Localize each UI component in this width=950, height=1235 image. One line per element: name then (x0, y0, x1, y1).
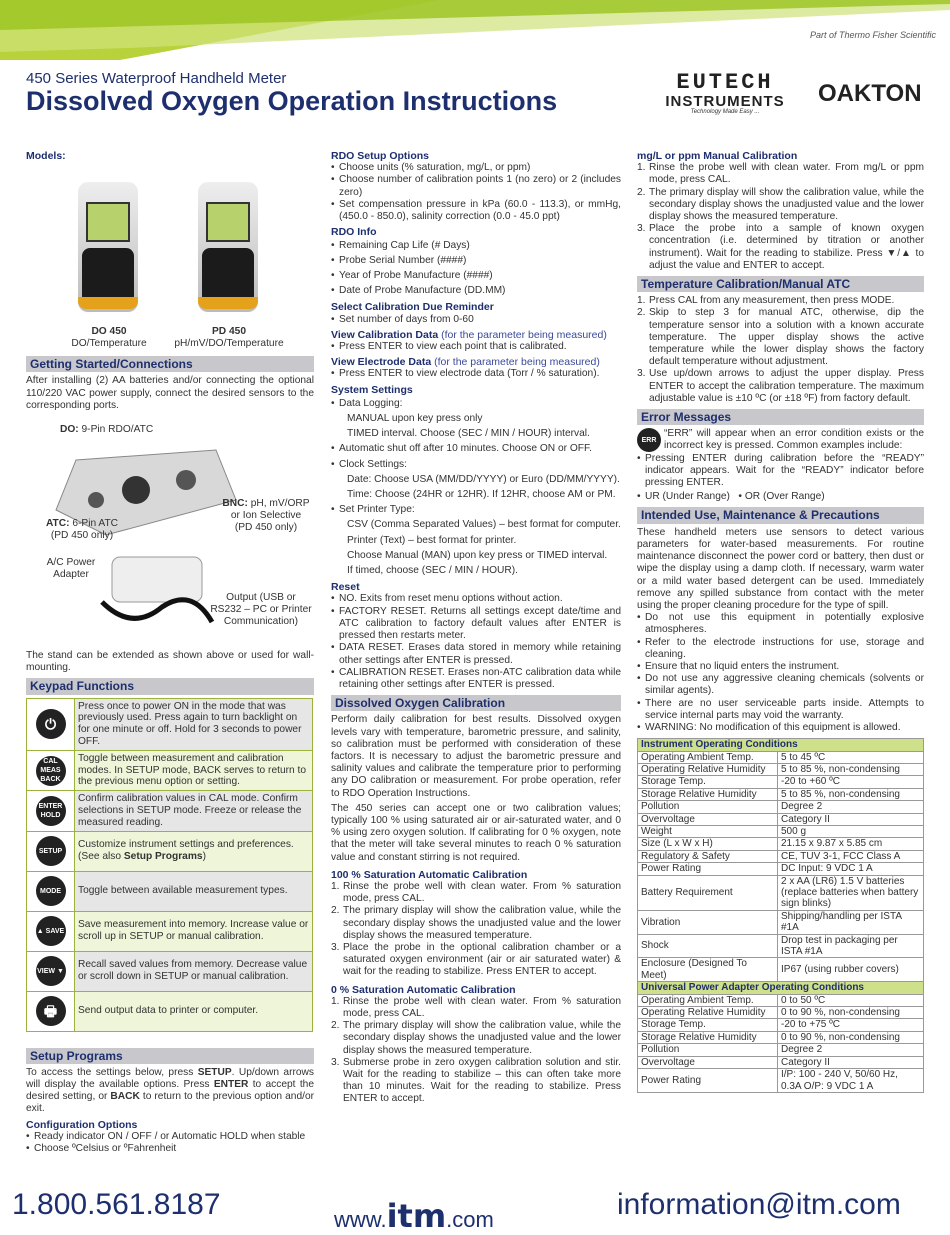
table-row (638, 1044, 924, 1056)
error-list (637, 453, 924, 504)
list-item: • Date of Probe Manufacture (DD.MM) (331, 283, 621, 298)
table-row (638, 1019, 924, 1031)
footer-email[interactable]: information@itm.com (617, 1188, 901, 1221)
view-cal-heading: View Calibration Data (for the parameter being measured) (331, 328, 607, 341)
model2-name: PD 450 (212, 326, 246, 338)
keypad-desc: Save measurement into memory. Increase value or scroll up in SETUP or manual calibration. (75, 911, 313, 951)
table-header: Instrument Operating Conditions (638, 739, 924, 751)
table-row (638, 863, 924, 875)
table-row (638, 788, 924, 800)
list-item: • Automatic shut off after 10 minutes. Choose ON or OFF. (331, 441, 621, 456)
table-row (638, 958, 924, 982)
view-electrode-list (331, 368, 621, 380)
spec-name: Regulatory & Safety (638, 850, 778, 862)
spec-name: Operating Relative Humidity (638, 763, 778, 775)
list-item: • UR (Under Range) • OR (Over Range) (637, 491, 924, 503)
getting-started-text: After installing (2) AA batteries and/or connecting the optional 110/220 VAC power supply, connect the desired sensors to the corresponding ports. (26, 375, 314, 411)
system-list (331, 396, 621, 578)
cal-meas-back-icon: CAL MEAS BACK (36, 756, 66, 786)
table-row (638, 994, 924, 1006)
spec-name: Operating Relative Humidity (638, 1007, 778, 1019)
parent-company-note: Part of Thermo Fisher Scientific (809, 30, 936, 40)
table-row (638, 934, 924, 958)
list-item: • Choose units (% saturation, mg/L, or ppm) (331, 162, 621, 174)
spec-name: Storage Temp. (638, 776, 778, 788)
table-row (638, 850, 924, 862)
rdo-setup-heading: RDO Setup Options (331, 150, 429, 162)
header-decoration (0, 0, 950, 60)
list-item: • Set number of days from 0-60 (331, 314, 621, 326)
spec-name: Power Rating (638, 863, 778, 875)
do-port-label: DO: 9-Pin RDO/ATC (60, 424, 154, 436)
intended-use-list (637, 612, 924, 734)
list-item: • Set Printer Type: CSV (Comma Separated Values) – best format for computer. Printer (Text) – best format for printer. Choose Manual (MAN) upon key press or TIMED interval. If timed, choose (SEC / MIN / HOUR). (331, 502, 621, 578)
meter-pd450-image (198, 182, 258, 312)
do-calibration-heading: Dissolved Oxygen Calibration (331, 695, 621, 711)
mgl-heading: mg/L or ppm Manual Calibration (637, 150, 798, 162)
list-item: • Choose ºCelsius or ºFahrenheit (26, 1143, 314, 1155)
adapter-cables-image (92, 552, 222, 632)
keypad-row (27, 750, 313, 790)
list-item: • Set compensation pressure in kPa (60.0 - 113.3), or mmHg, (450.0 - 850.0), salinity correction (0.0 - 45.0 ppt) (331, 199, 621, 223)
oakton-logo: OAKTON (818, 80, 922, 107)
connections-figure (26, 412, 314, 650)
page-subtitle: 450 Series Waterproof Handheld Meter (26, 70, 287, 87)
keypad-table (26, 698, 313, 1032)
list-item: 2. The primary display will show the calibration value, while the secondary display shows the unadjusted value and the lower display shows the measured temperature. (331, 1020, 621, 1056)
spec-value: Degree 2 (778, 801, 924, 813)
intended-use-text: These handheld meters use sensors to detect various parameters for water-based measurements. For routine maintenance disconnect the power cord or battery, then dust or wipe the display using a damp cloth. If necessary, warm water or a mild water based detergent can be used. Immediately remove any spilled substance from contact with the meter using the proper cleaning procedure for the type of spill. (637, 526, 924, 611)
sat100-list (331, 881, 621, 979)
config-heading: Configuration Options (26, 1118, 138, 1131)
keypad-desc: Recall saved values from memory. Decrease value or scroll down in SETUP or manual calibration. (75, 951, 313, 991)
table-row (638, 838, 924, 850)
table-row (638, 1069, 924, 1093)
power-icon: ⏻ (36, 709, 66, 739)
table-row (638, 763, 924, 775)
do-calibration-p2: The 450 series can accept one or two calibration values; typically 100 % using saturated air or air-saturated water, and 0 % using zero oxygen solution. If calibrating for 0 % oxygen, note that the meter will take several minutes to reach 0 % saturation value and constant stirring is not required. (331, 802, 621, 863)
column-1 (26, 150, 314, 1155)
reset-list (331, 593, 621, 691)
cal-due-list (331, 314, 621, 326)
model1-desc: DO/Temperature (71, 338, 147, 350)
sat100-heading: 100 % Saturation Automatic Calibration (331, 868, 528, 881)
list-item: • WARNING: No modification of this equipment is allowed. (637, 722, 924, 734)
rdo-info-list (331, 238, 621, 298)
spec-name: Shock (638, 934, 778, 958)
view-cal-list (331, 341, 621, 353)
models-label: Models: (26, 150, 66, 162)
view-down-icon: VIEW ▼ (36, 956, 66, 986)
spec-table (637, 738, 924, 1093)
model1-name: DO 450 (91, 326, 127, 338)
spec-value: Shipping/handling per ISTA #1A (778, 910, 924, 934)
keypad-row (27, 791, 313, 831)
list-item: • Press ENTER to view each point that is calibrated. (331, 341, 621, 353)
bnc-port-label: BNC: pH, mV/ORP or Ion Selective (PD 450 only) (222, 498, 310, 534)
table-row (638, 1031, 924, 1043)
spec-name: Battery Requirement (638, 875, 778, 910)
error-text: ERR “ERR” will appear when an error condition exists or the incorrect key is pressed. Common examples include: (637, 428, 924, 452)
save-up-icon: ▲ SAVE (36, 916, 66, 946)
list-item: • Year of Probe Manufacture (####) (331, 268, 621, 283)
list-item: 2. Skip to step 3 for manual ATC, otherwise, dip the temperature sensor into a solution with a known accurate temperature. The upper display shows the active temperature while the lower display shows the factory default temperature without adjustment. (637, 307, 924, 368)
list-item: • Data Logging: MANUAL upon key press only TIMED interval. Choose (SEC / MIN / HOUR) interval. (331, 396, 621, 442)
spec-value: 5 to 85 %, non-condensing (778, 763, 924, 775)
list-item: • Choose number of calibration points 1 (no zero) or 2 (includes zero) (331, 174, 621, 198)
list-item: 2. The primary display will show the calibration value, while the secondary display shows the unadjusted value and the lower display shows the measured temperature. (637, 186, 924, 223)
table-row (638, 1056, 924, 1068)
spec-value: DC Input: 9 VDC 1 A (778, 863, 924, 875)
rdo-info-heading: RDO Info (331, 226, 377, 239)
list-item: 3. Use up/down arrows to adjust the upper display. Press ENTER to accept the calibration temperature. The maximum adjustable value is ±10 ºC (or ±18 ºF) from factory default. (637, 368, 924, 404)
temp-cal-heading: Temperature Calibration/Manual ATC (637, 276, 924, 292)
mode-icon: MODE (36, 876, 66, 906)
atc-port-label: ATC: 6-Pin ATC (PD 450 only) (45, 518, 119, 542)
spec-value: 5 to 85 %, non-condensing (778, 788, 924, 800)
getting-started-heading: Getting Started/Connections (26, 356, 314, 372)
spec-value: 5 to 45 ºC (778, 751, 924, 763)
spec-value: 0 to 90 %, non-condensing (778, 1007, 924, 1019)
reset-heading: Reset (331, 581, 360, 594)
list-item: • There are no user serviceable parts inside. Attempts to service internal parts may void the warranty. (637, 698, 924, 722)
setup-heading: Setup Programs (26, 1048, 314, 1064)
config-list (26, 1131, 314, 1155)
rdo-setup-list (331, 162, 621, 223)
err-icon: ERR (637, 428, 661, 452)
list-item: • Do not use any aggressive cleaning chemicals (solvents or similar agents). (637, 673, 924, 697)
spec-value: Category II (778, 813, 924, 825)
list-item: • CALIBRATION RESET. Erases non-ATC calibration data while retaining other settings after ENTER is pressed. (331, 667, 621, 691)
spec-value: Drop test in packaging per ISTA #1A (778, 934, 924, 958)
sat0-heading: 0 % Saturation Automatic Calibration (331, 983, 516, 996)
spec-name: Size (L x W x H) (638, 838, 778, 850)
list-item: 1. Rinse the probe well with clean water. From % saturation mode, press CAL. (331, 880, 621, 905)
keypad-row (27, 911, 313, 951)
list-item: 2. The primary display will show the calibration value, while the secondary display shows the unadjusted value and the lower display shows the measured temperature. (331, 905, 621, 941)
list-item: 1. Press CAL from any measurement, then press MODE. (637, 295, 895, 307)
footer-website[interactable]: www.itm.com (334, 1197, 494, 1235)
spec-value: -20 to +75 ºC (778, 1019, 924, 1031)
footer-phone: 1.800.561.8187 (12, 1188, 221, 1221)
table-row (638, 776, 924, 788)
list-item: • Refer to the electrode instructions for use, storage and cleaning. (637, 637, 924, 661)
list-item: • Press ENTER to view electrode data (Torr / % saturation). (331, 368, 621, 380)
table-row (638, 1007, 924, 1019)
keypad-desc: Send output data to printer or computer. (75, 991, 313, 1031)
spec-value: 0 to 50 ºC (778, 994, 924, 1006)
list-item: 3. Place the probe into a sample of known oxygen concentration (i.e. determined by titration or another instrument). Wait for the reading to stabilize. Press ▼/▲ to adjust the value and ENTER to accept. (637, 223, 924, 271)
spec-name: Weight (638, 825, 778, 837)
column-3 (637, 150, 924, 1093)
spec-name: Operating Ambient Temp. (638, 994, 778, 1006)
keypad-row (27, 871, 313, 911)
spec-value: I/P: 100 - 240 V, 50/60 Hz, 0.3A O/P: 9 VDC 1 A (778, 1069, 924, 1093)
keypad-desc: Press once to power ON in the mode that was previously used. Press again to turn backlight on for one minute or off. Hold for 3 seconds to power OFF. (75, 698, 313, 750)
list-item: • Pressing ENTER during calibration before the “READY” indicator appears. Wait for the “READY” indicator before pressing ENTER. (637, 453, 924, 490)
list-item: 1. Rinse the probe well with clean water. From mg/L or ppm mode, press CAL. (637, 162, 924, 186)
table-row (638, 825, 924, 837)
list-item: • DATA RESET. Erases data stored in memory while retaining other settings after ENTER is pressed. (331, 642, 621, 666)
table-row (638, 751, 924, 763)
list-item: 3. Submerse probe in zero oxygen calibration solution and stir. Wait for the reading to stabilize – this can often take more than 10 minutes. Wait for the reading to stabilize. Press ENTER to accept. (331, 1056, 621, 1105)
spec-name: Storage Relative Humidity (638, 1031, 778, 1043)
spec-name: Vibration (638, 910, 778, 934)
spec-value: Category II (778, 1056, 924, 1068)
list-item: 3. Place the probe in the optional calibration chamber or a saturated oxygen environment (air or air saturated water) & wait for the reading to stabilize. Press ENTER to accept. (331, 941, 621, 978)
list-item: • Remaining Cap Life (# Days) (331, 238, 621, 253)
spec-name: Overvoltage (638, 1056, 778, 1068)
error-heading: Error Messages (637, 409, 924, 425)
spec-value: 0 to 90 %, non-condensing (778, 1031, 924, 1043)
table-row (638, 813, 924, 825)
printer-icon: 🖶 (36, 996, 66, 1026)
view-electrode-heading: View Electrode Data (for the parameter being measured) (331, 356, 600, 369)
do-calibration-p1: Perform daily calibration for best results. Dissolved oxygen levels vary with temperature, barometric pressure, and salinity, so calibration must be performed with consideration of these factors. It is necessary to adjust the barometric pressure and salinity values and calibrate the temperature prior to performing any DO calibration or measurement. For probe operation, refer to RDO Operation Instructions. (331, 714, 621, 799)
enter-hold-icon: ENTER HOLD (36, 796, 66, 826)
list-item: 1. Rinse the probe well with clean water. From % saturation mode, press CAL. (331, 995, 621, 1019)
model2-desc: pH/mV/DO/Temperature (174, 338, 284, 350)
table-row (638, 801, 924, 813)
spec-value: 21.15 x 9.87 x 5.85 cm (778, 838, 924, 850)
eutech-logo-tag: Technology Made Easy ... (690, 109, 760, 115)
list-item: • Ready indicator ON / OFF / or Automatic HOLD when stable (26, 1131, 314, 1143)
list-item: • FACTORY RESET. Returns all settings except date/time and ATC calibration to factory default values after ENTER is pressed then restarts meter. (331, 606, 621, 643)
keypad-row (27, 951, 313, 991)
spec-name: Storage Relative Humidity (638, 788, 778, 800)
system-heading: System Settings (331, 383, 413, 396)
eutech-logo (660, 72, 790, 115)
keypad-desc: Toggle between measurement and calibration modes. In SETUP mode, BACK serves to return to the previous menu option or setting. (75, 750, 313, 790)
eutech-logo-sub: INSTRUMENTS (665, 93, 785, 110)
spec-value: IP67 (using rubber covers) (778, 958, 924, 982)
mgl-list (637, 162, 924, 272)
keypad-row (27, 698, 313, 750)
stand-text: The stand can be extended as shown above or used for wall-mounting. (26, 650, 314, 674)
sat0-list (331, 996, 621, 1106)
keypad-desc: Confirm calibration values in CAL mode. Confirm selections in SETUP mode. Freeze or release the measured reading. (75, 791, 313, 831)
table-row (638, 910, 924, 934)
table-row (638, 875, 924, 910)
eutech-logo-word: EUTECH (676, 70, 774, 95)
spec-name: Enclosure (Designed To Meet) (638, 958, 778, 982)
output-port-label: Output (USB or RS232 – PC or Printer Communication) (210, 592, 312, 628)
table-header: Universal Power Adapter Operating Conditions (638, 982, 924, 994)
cal-due-heading: Select Calibration Due Reminder (331, 301, 494, 314)
spec-name: Power Rating (638, 1069, 778, 1093)
setup-text: To access the settings below, press SETUP. Up/down arrows will display the available options. Press ENTER to accept the desired setting, or BACK to return to the previous option and/or exit. (26, 1066, 315, 1115)
spec-name: Storage Temp. (638, 1019, 778, 1031)
spec-value: -20 to +60 ºC (778, 776, 924, 788)
spec-name: Pollution (638, 1044, 778, 1056)
spec-name: Operating Ambient Temp. (638, 751, 778, 763)
keypad-desc: Customize instrument settings and preferences. (See also Setup Programs) (75, 831, 313, 871)
spec-name: Overvoltage (638, 813, 778, 825)
temp-cal-list (637, 295, 924, 405)
page-title: Dissolved Oxygen Operation Instructions (26, 86, 558, 116)
list-item: • Ensure that no liquid enters the instrument. (637, 661, 924, 673)
spec-value: CE, TUV 3-1, FCC Class A (778, 850, 924, 862)
keypad-desc: Toggle between available measurement types. (75, 871, 313, 911)
setup-icon: SETUP (36, 836, 66, 866)
spec-value: 2 x AA (LR6) 1.5 V batteries (replace batteries when battery sign blinks) (778, 875, 924, 910)
spec-value: 500 g (778, 825, 924, 837)
spec-value: Degree 2 (778, 1044, 924, 1056)
keypad-row (27, 831, 313, 871)
keypad-row (27, 991, 313, 1031)
intended-use-heading: Intended Use, Maintenance & Precautions (637, 507, 924, 523)
meter-do450-image (78, 182, 138, 312)
keypad-heading: Keypad Functions (26, 678, 314, 694)
ac-adapter-label: A/C Power Adapter (46, 557, 96, 581)
column-2 (331, 150, 621, 1106)
models-figure (26, 162, 314, 352)
spec-name: Pollution (638, 801, 778, 813)
list-item: • Clock Settings: Date: Choose USA (MM/DD/YYYY) or Euro (DD/MM/YYYY). Time: Choose (24HR or 12HR). If 12HR, choose AM or PM. (331, 457, 621, 503)
list-item: • Do not use this equipment in potentially explosive atmospheres. (637, 612, 924, 636)
list-item: • Probe Serial Number (####) (331, 253, 621, 268)
list-item: • NO. Exits from reset menu options without action. (331, 593, 621, 605)
